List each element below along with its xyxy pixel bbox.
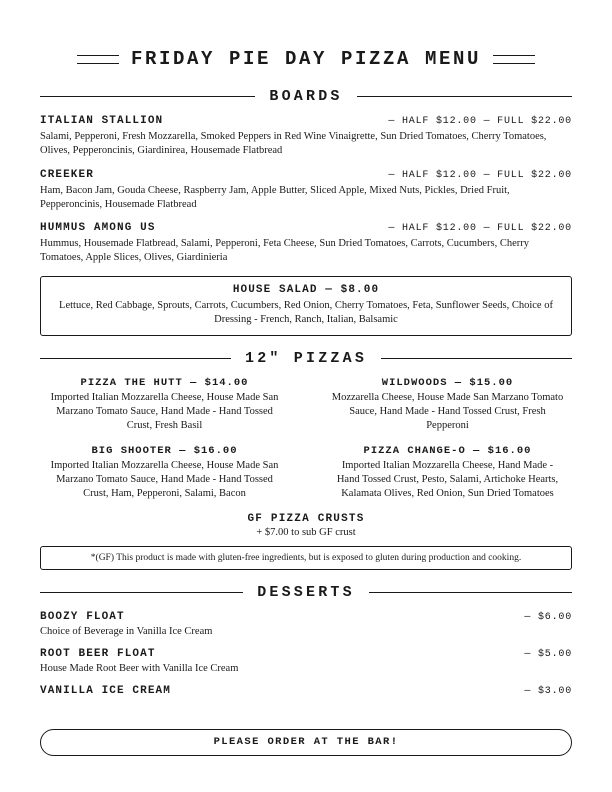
pizzas-heading-label: 12" PIZZAS <box>245 349 368 367</box>
dessert-price: — $5.00 <box>524 648 572 660</box>
gf-disclaimer-text: *(GF) This product is made with gluten-free ingredients, but is exposed to gluten during production and cooking. <box>90 553 522 564</box>
board-head <box>40 222 572 234</box>
section-rule-left <box>40 358 231 359</box>
pizza-grid <box>40 377 572 501</box>
board-item <box>40 169 572 212</box>
dessert-item <box>40 648 572 676</box>
desserts-heading-label: DESSERTS <box>257 584 355 602</box>
board-price: — HALF $12.00 — FULL $22.00 <box>388 223 572 235</box>
title-rule-right <box>493 55 535 64</box>
house-salad-title: HOUSE SALAD — $8.00 <box>232 284 380 297</box>
board-description: Hummus, Housemade Flatbread, Salami, Pepperoni, Feta Cheese, Sun Dried Tomatoes, Carrots, Cucumbers, Cherry Tomatoes, Apple Slices, Olives, Giardinieria <box>40 238 529 264</box>
pizza-name: BIG SHOOTER — $16.00 <box>91 445 238 458</box>
menu-title-row <box>40 48 572 70</box>
section-rule-right <box>381 358 572 359</box>
dessert-description: Choice of Beverage in Vanilla Ice Cream <box>40 626 213 638</box>
pizza-item <box>323 445 572 501</box>
pizza-description: Imported Italian Mozzarella Cheese, House Made San Marzano Tomato Sauce, Hand Made - Hand Tossed Crust, Fresh Basil <box>50 391 279 431</box>
dessert-head <box>40 611 572 623</box>
order-instruction-banner <box>40 729 572 756</box>
section-heading-desserts <box>40 584 572 601</box>
section-heading-boards <box>40 88 572 105</box>
gf-crust-block <box>40 513 572 538</box>
pizza-name: WILDWOODS — $15.00 <box>381 376 514 389</box>
pizza-name: PIZZA CHANGE-O — $16.00 <box>363 445 532 458</box>
section-rule-right <box>357 96 572 97</box>
section-heading-pizzas <box>40 350 572 367</box>
board-name: HUMMUS AMONG US <box>40 222 156 235</box>
boards-heading-label: BOARDS <box>269 88 343 105</box>
board-head <box>40 169 572 181</box>
pizza-name: PIZZA THE HUTT — $14.00 <box>80 376 249 389</box>
dessert-head <box>40 648 572 660</box>
board-item <box>40 115 572 158</box>
dessert-price: — $3.00 <box>524 685 572 697</box>
dessert-name: BOOZY FLOAT <box>40 611 125 624</box>
board-name: ITALIAN STALLION <box>40 115 164 127</box>
page-title: FRIDAY PIE DAY PIZZA MENU <box>130 48 482 70</box>
dessert-item <box>40 685 572 697</box>
gf-crust-subtitle: + $7.00 to sub GF crust <box>256 527 356 539</box>
board-price: — HALF $12.00 — FULL $22.00 <box>388 169 572 181</box>
board-head <box>40 115 572 127</box>
section-rule-left <box>40 96 255 97</box>
pizza-item <box>40 445 289 501</box>
dessert-item <box>40 611 572 639</box>
pizza-item <box>323 377 572 433</box>
section-rule-right <box>369 592 572 593</box>
board-item <box>40 222 572 265</box>
pizza-description: Imported Italian Mozzarella Cheese, House Made San Marzano Tomato Sauce, Hand Made - Hand Tossed Crust, Ham, Pepperoni, Salami, Bacon <box>50 460 279 500</box>
board-name: CREEKER <box>40 168 94 181</box>
pizza-item <box>40 377 289 433</box>
dessert-name: VANILLA ICE CREAM <box>40 684 171 697</box>
order-instruction-text: PLEASE ORDER AT THE BAR! <box>213 736 399 748</box>
house-salad-description: Lettuce, Red Cabbage, Sprouts, Carrots, Cucumbers, Red Onion, Cherry Tomatoes, Feta, Sunflower Seeds, Choice of Dressing - French, Ranch, Italian, Balsamic <box>59 300 553 326</box>
pizza-description: Imported Italian Mozzarella Cheese, Hand Made - Hand Tossed Crust, Pesto, Salami, Artichoke Hearts, Kalamata Olives, Red Onion, Sun Dried Tomatoes <box>336 460 559 500</box>
title-rule-left <box>77 55 119 64</box>
section-rule-left <box>40 592 243 593</box>
dessert-description: House Made Root Beer with Vanilla Ice Cream <box>40 662 239 674</box>
dessert-price: — $6.00 <box>524 612 572 624</box>
dessert-name: ROOT BEER FLOAT <box>40 647 156 660</box>
dessert-head <box>40 685 572 697</box>
board-description: Salami, Pepperoni, Fresh Mozzarella, Smoked Peppers in Red Wine Vinaigrette, Sun Dried Tomatoes, Cherry Tomatoes, Olives, Pepperoncinis, Giardinirea, Housemade Flatbread <box>40 131 547 156</box>
board-description: Ham, Bacon Jam, Gouda Cheese, Raspberry Jam, Apple Butter, Sliced Apple, Mixed Nuts, Pickles, Dried Fruit, Pepperoncinis, Housemade Flatbread <box>40 184 510 210</box>
pizza-description: Mozzarella Cheese, House Made San Marzano Tomato Sauce, Hand Made - Hand Tossed Crust, Fresh Pepperoni <box>331 391 564 431</box>
gf-crust-title: GF PIZZA CRUSTS <box>247 513 365 526</box>
gf-disclaimer-box <box>40 546 572 570</box>
board-price: — HALF $12.00 — FULL $22.00 <box>388 116 572 127</box>
house-salad-box <box>40 276 572 336</box>
